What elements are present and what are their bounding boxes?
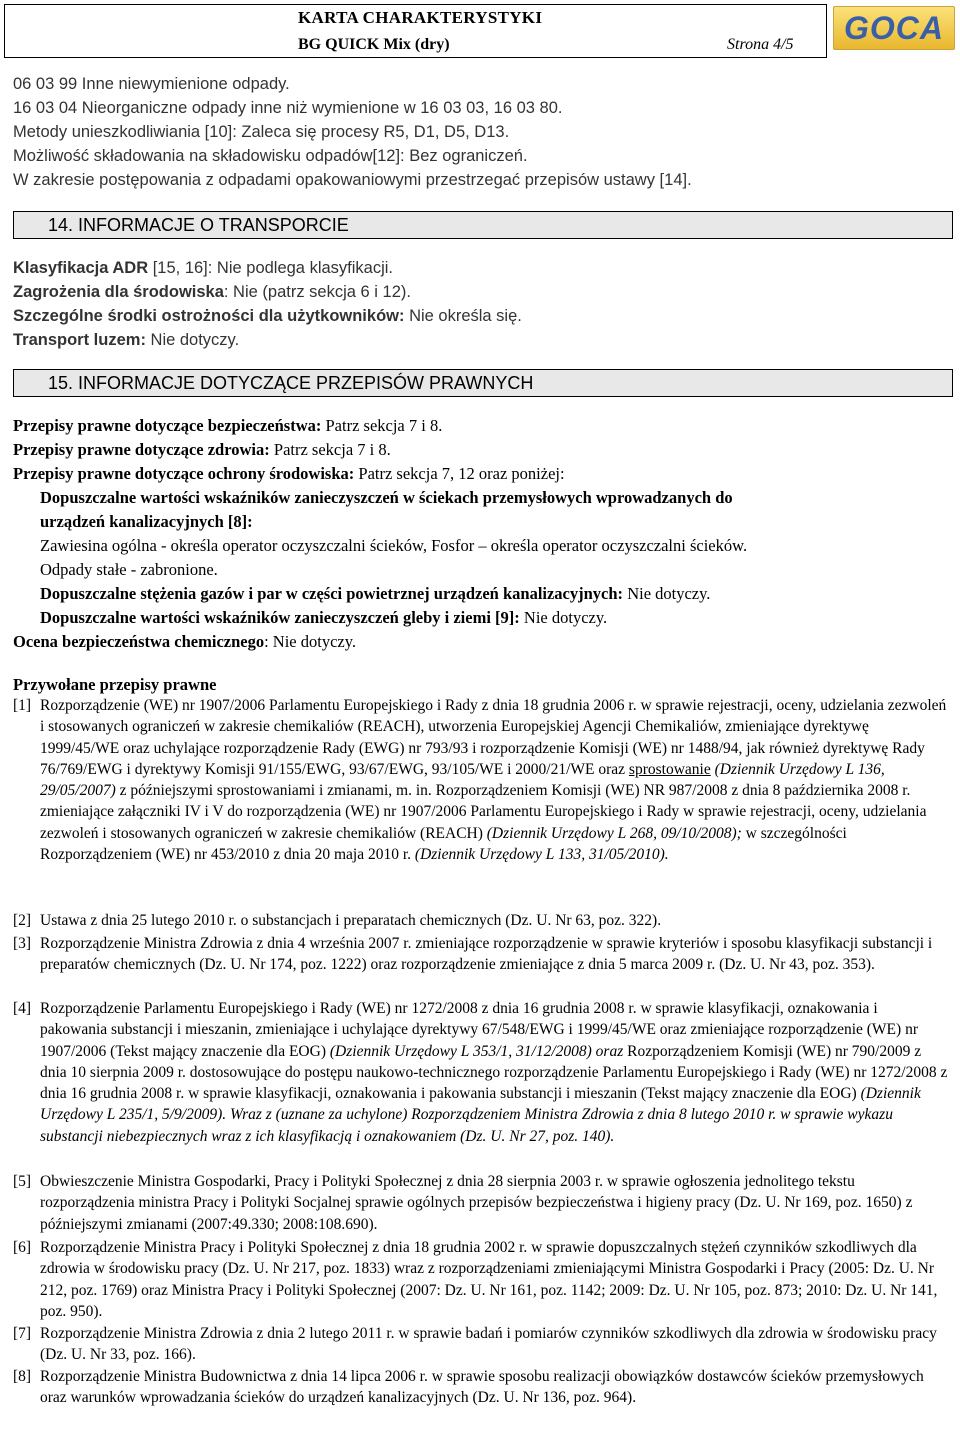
chemical-safety-assessment — [13, 632, 356, 652]
ref-text-part: Rozporządzeniem Komisji (WE) nr 790/2009 z dnia 10 sierpnia 2009 r. dostosowujące do postępu naukowo-technicznego rozporządzenie Parlamentu Europejskiego i Rady (WE) nr 1272/2008 z dnia 16 grudnia 2008 r. w sprawie klasyfikacji, oznakowania i pakowania substancji i mieszanin (Tekst mający znaczenie dla EOG) — [40, 1042, 948, 1103]
env-hazards-value: : Nie (patrz sekcja 6 i 12). — [223, 283, 411, 301]
reference-number: [7] — [13, 1325, 32, 1342]
reference-text — [40, 998, 948, 1147]
health-value: Patrz sekcja 7 i 8. — [269, 440, 391, 459]
reference-text: Rozporządzenie Ministra Pracy i Polityki Społecznej z dnia 18 grudnia 2002 r. w sprawie dopuszczalnych stężeń czynników szkodliwych dla zdrowia w środowisku pracy (Dz. U. Nr 217, poz. 1833) wraz z rozporządzeniami zmieniającymi Ministra Gospodarki i Pracy (2005: Dz. U. Nr 212, poz. 1769) oraz Ministra Pracy i Polityki Społecznej (2007: Dz. U. Nr 161, poz. 1142; 2009: Dz. U. Nr 105, poz. 873; 2010: Dz. U. Nr 141, poz. 950). — [40, 1239, 938, 1320]
reference-text: Rozporządzenie Ministra Zdrowia z dnia 2 lutego 2011 r. w sprawie badań i pomiarów czynników szkodliwych dla zdrowia w środowisku pracy (Dz. U. Nr 33, poz. 166). — [40, 1325, 937, 1364]
bulk-value: Nie dotyczy. — [145, 331, 240, 349]
env-reg-label: Przepisy prawne dotyczące ochrony środowiska: — [13, 464, 355, 483]
soil-limits — [40, 608, 607, 628]
company-logo — [833, 6, 955, 50]
soil-label: Dopuszczalne wartości wskaźników zanieczyszczeń gleby i ziemi [9]: — [40, 608, 520, 627]
ref-italic-part: (Dziennik Urzędowy L 353/1, 31/12/2008) oraz — [329, 1042, 624, 1060]
ref-text-part: z późniejszymi sprostowaniami i zmianami, m. in. Rozporządzeniem Komisji (WE) NR 987/2008 z dnia 8 października 2008 r. zmieniające załączniki IV i V do rozporządzenia (WE) nr 1907/2006 Parlamentu Europejskiego i Rady w sprawie rejestracji, oceny, udzielania zezwoleń i stosowanych ograniczeń w zakresie chemikaliów (REACH) — [40, 782, 927, 842]
landfill-possibility: Możliwość składowania na składowisku odpadów[12]: Bez ograniczeń. — [13, 147, 528, 165]
adr-classification — [13, 258, 393, 278]
solid-waste: Odpady stałe - zabronione. — [40, 560, 218, 579]
reference-text — [40, 695, 948, 865]
gas-label: Dopuszczalne stężenia gazów i par w części powietrznej urządzeń kanalizacyjnych: — [40, 584, 624, 603]
reference-6 — [13, 1237, 948, 1322]
reference-7 — [13, 1323, 948, 1366]
safety-value: Patrz sekcja 7 i 8. — [321, 416, 443, 435]
page-number: Strona 4/5 — [727, 36, 794, 53]
ref-text-part: Rozporządzenie Parlamentu Europejskiego i Rady (WE) nr 1272/2008 z dnia 16 grudnia 2008 r. w sprawie klasyfikacji, oznakowania i pakowania substancji i mieszanin, zmieniające i uchylające dyrektywy 67/548/EWG i 1999/45/WE oraz zmieniające rozporządzenie (WE) nr 1907/2006 (Tekst mający znaczenie dla EOG) — [40, 1000, 918, 1060]
adr-label: Klasyfikacja ADR — [13, 259, 149, 277]
precautions-value: Nie określa się. — [404, 307, 522, 325]
reference-number: [3] — [13, 935, 32, 952]
ref-italic-part: (Dziennik Urzędowy L 235/1, 5/9/2009). Wraz z (uznane za uchylone) Rozporządzeniem Ministra Zdrowia z dnia 8 lutego 2010 r. w sprawie wykazu substancji niebezpiecznych wraz z ich klasyfikacją i oznakowaniem (Dz. U. Nr 27, poz. 140). — [40, 1085, 921, 1145]
section-15-heading: 15. INFORMACJE DOTYCZĄCE PRZEPISÓW PRAWNYCH — [13, 369, 953, 397]
health-label: Przepisy prawne dotyczące zdrowia: — [13, 440, 270, 459]
reference-5 — [13, 1171, 948, 1235]
ref-underlined-part: sprostowanie — [628, 760, 711, 778]
reference-text: Ustawa z dnia 25 lutego 2010 r. o substancjach i preparatach chemicznych (Dz. U. Nr 63, poz. 322). — [40, 912, 662, 929]
precautions-label: Szczególne środki ostrożności dla użytkowników: — [13, 307, 405, 325]
reference-1 — [13, 695, 948, 865]
sewage-limits-line-2: urządzeń kanalizacyjnych [8]: — [40, 512, 253, 531]
reference-8 — [13, 1366, 948, 1409]
ref-italic-part: (Dziennik Urzędowy L 268, 09/10/2008); — [486, 824, 742, 842]
adr-value: [15, 16]: Nie podlega klasyfikacji. — [148, 259, 394, 277]
bulk-label: Transport luzem: — [13, 331, 146, 349]
reference-4 — [13, 998, 948, 1147]
gas-value: Nie dotyczy. — [623, 584, 711, 603]
ref-italic-part: (Dziennik Urzędowy L 136, 29/05/2007) — [40, 760, 885, 800]
safety-regulations — [13, 416, 442, 436]
document-title: KARTA CHARAKTERYSTYKI — [298, 8, 543, 27]
packaging-waste-note: W zakresie postępowania z odpadami opakowaniowymi przestrzegać przepisów ustawy [14]. — [13, 171, 692, 189]
ref-text-part: w szczególności Rozporządzeniem (WE) nr 453/2010 z dnia 20 maja 2010 r. — [40, 824, 847, 864]
waste-code-1: 06 03 99 Inne niewymienione odpady. — [13, 75, 290, 93]
env-reg-value: Patrz sekcja 7, 12 oraz poniżej: — [354, 464, 565, 483]
environmental-hazards — [13, 282, 411, 302]
bulk-transport — [13, 330, 239, 350]
environment-regulations — [13, 464, 565, 484]
waste-code-2: 16 03 04 Nieorganiczne odpady inne niż wymienione w 16 03 03, 16 03 80. — [13, 99, 563, 117]
reference-text: Obwieszczenie Ministra Gospodarki, Pracy i Polityki Społecznej z dnia 28 sierpnia 2003 r. w sprawie ogłoszenia jednolitego tekstu rozporządzenia ministra Pracy i Polityki Socjalnej sprawie ogólnych przepisów bezpieczeństwa i higieny pracy (Dz. U. Nr 169, poz. 1650) z późniejszymi zmianami (2007:49.330; 2008:108.690). — [40, 1173, 913, 1233]
ref-italic-part: (Dziennik Urzędowy L 133, 31/05/2010). — [414, 846, 669, 864]
reference-number: [5] — [13, 1173, 32, 1190]
page-header — [0, 0, 960, 62]
reference-text: Rozporządzenie Ministra Zdrowia z dnia 4 września 2007 r. zmieniające rozporządzenie w sprawie kryteriów i sposobu klasyfikacji substancji i preparatów chemicznych (Dz. U. Nr 174, poz. 1222) oraz rozporządzenie zmieniające z dnia 5 marca 2009 r. (Dz. U. Nr 43, poz. 353). — [40, 935, 933, 974]
section-14-heading: 14. INFORMACJE O TRANSPORCIE — [13, 211, 953, 239]
reference-number: [4] — [13, 1000, 32, 1017]
reference-text: Rozporządzenie Ministra Budownictwa z dnia 14 lipca 2006 r. w sprawie sposobu realizacji obowiązków dostawców ścieków przemysłowych oraz warunków wprowadzania ścieków do urządzeń kanalizacyjnych (Dz. U. Nr 136, poz. 964). — [40, 1368, 924, 1407]
disposal-methods: Metody unieszkodliwiania [10]: Zaleca się procesy R5, D1, D5, D13. — [13, 123, 510, 141]
csa-value: : Nie dotyczy. — [264, 632, 357, 651]
reference-2 — [13, 910, 948, 931]
reference-3 — [13, 933, 948, 976]
safety-label: Przepisy prawne dotyczące bezpieczeństwa: — [13, 416, 322, 435]
reference-number: [8] — [13, 1368, 32, 1385]
health-regulations — [13, 440, 391, 460]
reference-number: [6] — [13, 1239, 32, 1256]
user-precautions — [13, 306, 522, 326]
suspended-solids: Zawiesina ogólna - określa operator oczyszczalni ścieków, Fosfor – określa operator oczyszczalni ścieków. — [40, 536, 748, 555]
ref-text-part: Rozporządzenie (WE) nr 1907/2006 Parlamentu Europejskiego i Rady z dnia 18 grudnia 2006 r. w sprawie rejestracji, oceny, udzielania zezwoleń i stosowanych ograniczeń w zakresie chemikaliów (REACH), utworzenia Europejskiej Agencji Chemikaliów, zmieniające dyrektywę 1999/45/WE oraz uchylające rozporządzenie Rady (EWG) nr 793/93 i rozporządzenie Komisji (WE) nr 1488/94, jak również dyrektywę Rady 76/769/EWG i dyrektywy Komisji 91/155/EWG, 93/67/EWG, 93/105/WE i 2000/21/WE oraz — [40, 697, 947, 778]
gas-concentrations — [40, 584, 710, 604]
env-hazards-label: Zagrożenia dla środowiska — [13, 283, 224, 301]
references-heading: Przywołane przepisy prawne — [13, 675, 217, 694]
reference-number: [1] — [13, 697, 32, 714]
csa-label: Ocena bezpieczeństwa chemicznego — [13, 632, 265, 651]
sewage-limits-line-1: Dopuszczalne wartości wskaźników zanieczyszczeń w ściekach przemysłowych wprowadzanych do — [40, 488, 733, 507]
logo-text: GOCA — [844, 10, 944, 46]
soil-value: Nie dotyczy. — [519, 608, 608, 627]
product-name: BG QUICK Mix (dry) — [298, 36, 450, 53]
reference-number: [2] — [13, 912, 32, 929]
